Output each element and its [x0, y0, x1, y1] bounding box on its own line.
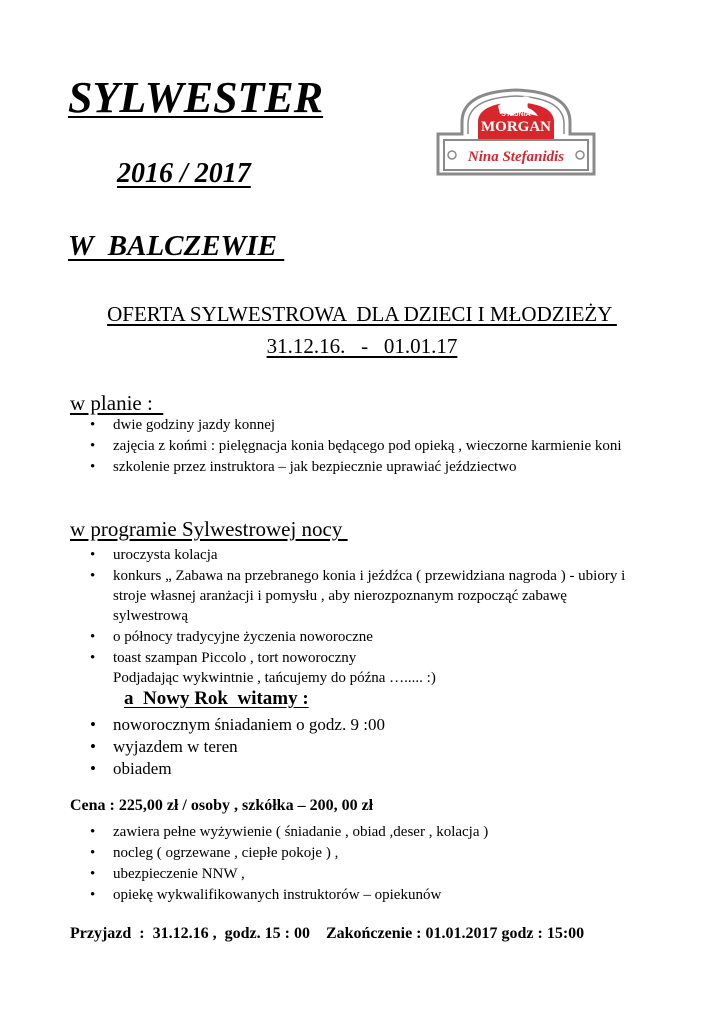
- stable-logo: [428, 82, 604, 188]
- list-item-continuation: Podjadając wykwintnie , tańcujemy do późna …..... :): [113, 670, 436, 686]
- offer-dates: 31.12.16. - 01.01.17: [266, 334, 458, 358]
- price-list: [0, 822, 653, 906]
- horse-logo-icon: [428, 82, 604, 188]
- logo-brand: MORGAN: [481, 119, 551, 135]
- program-list: [0, 545, 653, 689]
- list-item: • zawiera pełne wyżywienie ( śniadanie , obiad ,deser , kolacja ): [0, 822, 653, 842]
- list-item: • zajęcia z końmi : pielęgnacja konia będącego pod opieką , wieczorne karmienie koni: [0, 436, 633, 456]
- logo-top-text: STAJNIA: [501, 111, 531, 118]
- event-years: 2016 / 2017: [117, 158, 251, 189]
- logo-owner: Nina Stefanidis: [467, 149, 565, 165]
- plan-heading: w planie :: [70, 391, 164, 415]
- list-item-text: • toast szampan Piccolo , tort noworoczny: [113, 650, 357, 666]
- list-item: • konkurs „ Zabawa na przebranego konia i jeźdźca ( przewidziana nagroda ) - ubiory i stroje własnej aranżacji i pomysłu , aby nierozpoznanym rozpocząć zabawę sylwestrową: [0, 566, 643, 626]
- list-item: [0, 648, 653, 688]
- list-item: • uroczysta kolacja: [0, 545, 653, 565]
- price-heading: Cena : 225,00 zł / osoby , szkółka – 200, 00 zł: [70, 797, 374, 814]
- plan-list: [0, 415, 653, 478]
- program-heading: w programie Sylwestrowej nocy: [70, 517, 348, 541]
- list-item: • szkolenie przez instruktora – jak bezpiecznie uprawiać jeździectwo: [0, 457, 653, 477]
- arrival-info: Przyjazd : 31.12.16 , godz. 15 : 00 Zakończenie : 01.01.2017 godz : 15:00: [70, 925, 585, 942]
- list-item: • obiadem: [0, 758, 653, 780]
- list-item: • dwie godziny jazdy konnej: [0, 415, 653, 435]
- event-place: W BALCZEWIE: [68, 230, 285, 262]
- list-item: • ubezpieczenie NNW ,: [0, 864, 653, 884]
- list-item: • noworocznym śniadaniem o godz. 9 :00: [0, 714, 653, 736]
- new-year-heading: a Nowy Rok witamy :: [124, 688, 309, 709]
- list-item: • opiekę wykwalifikowanych instruktorów – opiekunów: [0, 885, 653, 905]
- page-title: SYLWESTER: [68, 73, 324, 122]
- new-year-list: [0, 714, 653, 780]
- list-item: • wyjazdem w teren: [0, 736, 653, 758]
- list-item: • o północy tradycyjne życzenia noworoczne: [0, 627, 653, 647]
- offer-heading: OFERTA SYLWESTROWA DLA DZIECI I MŁODZIEŻY: [107, 302, 617, 326]
- list-item: • nocleg ( ogrzewane , ciepłe pokoje ) ,: [0, 843, 653, 863]
